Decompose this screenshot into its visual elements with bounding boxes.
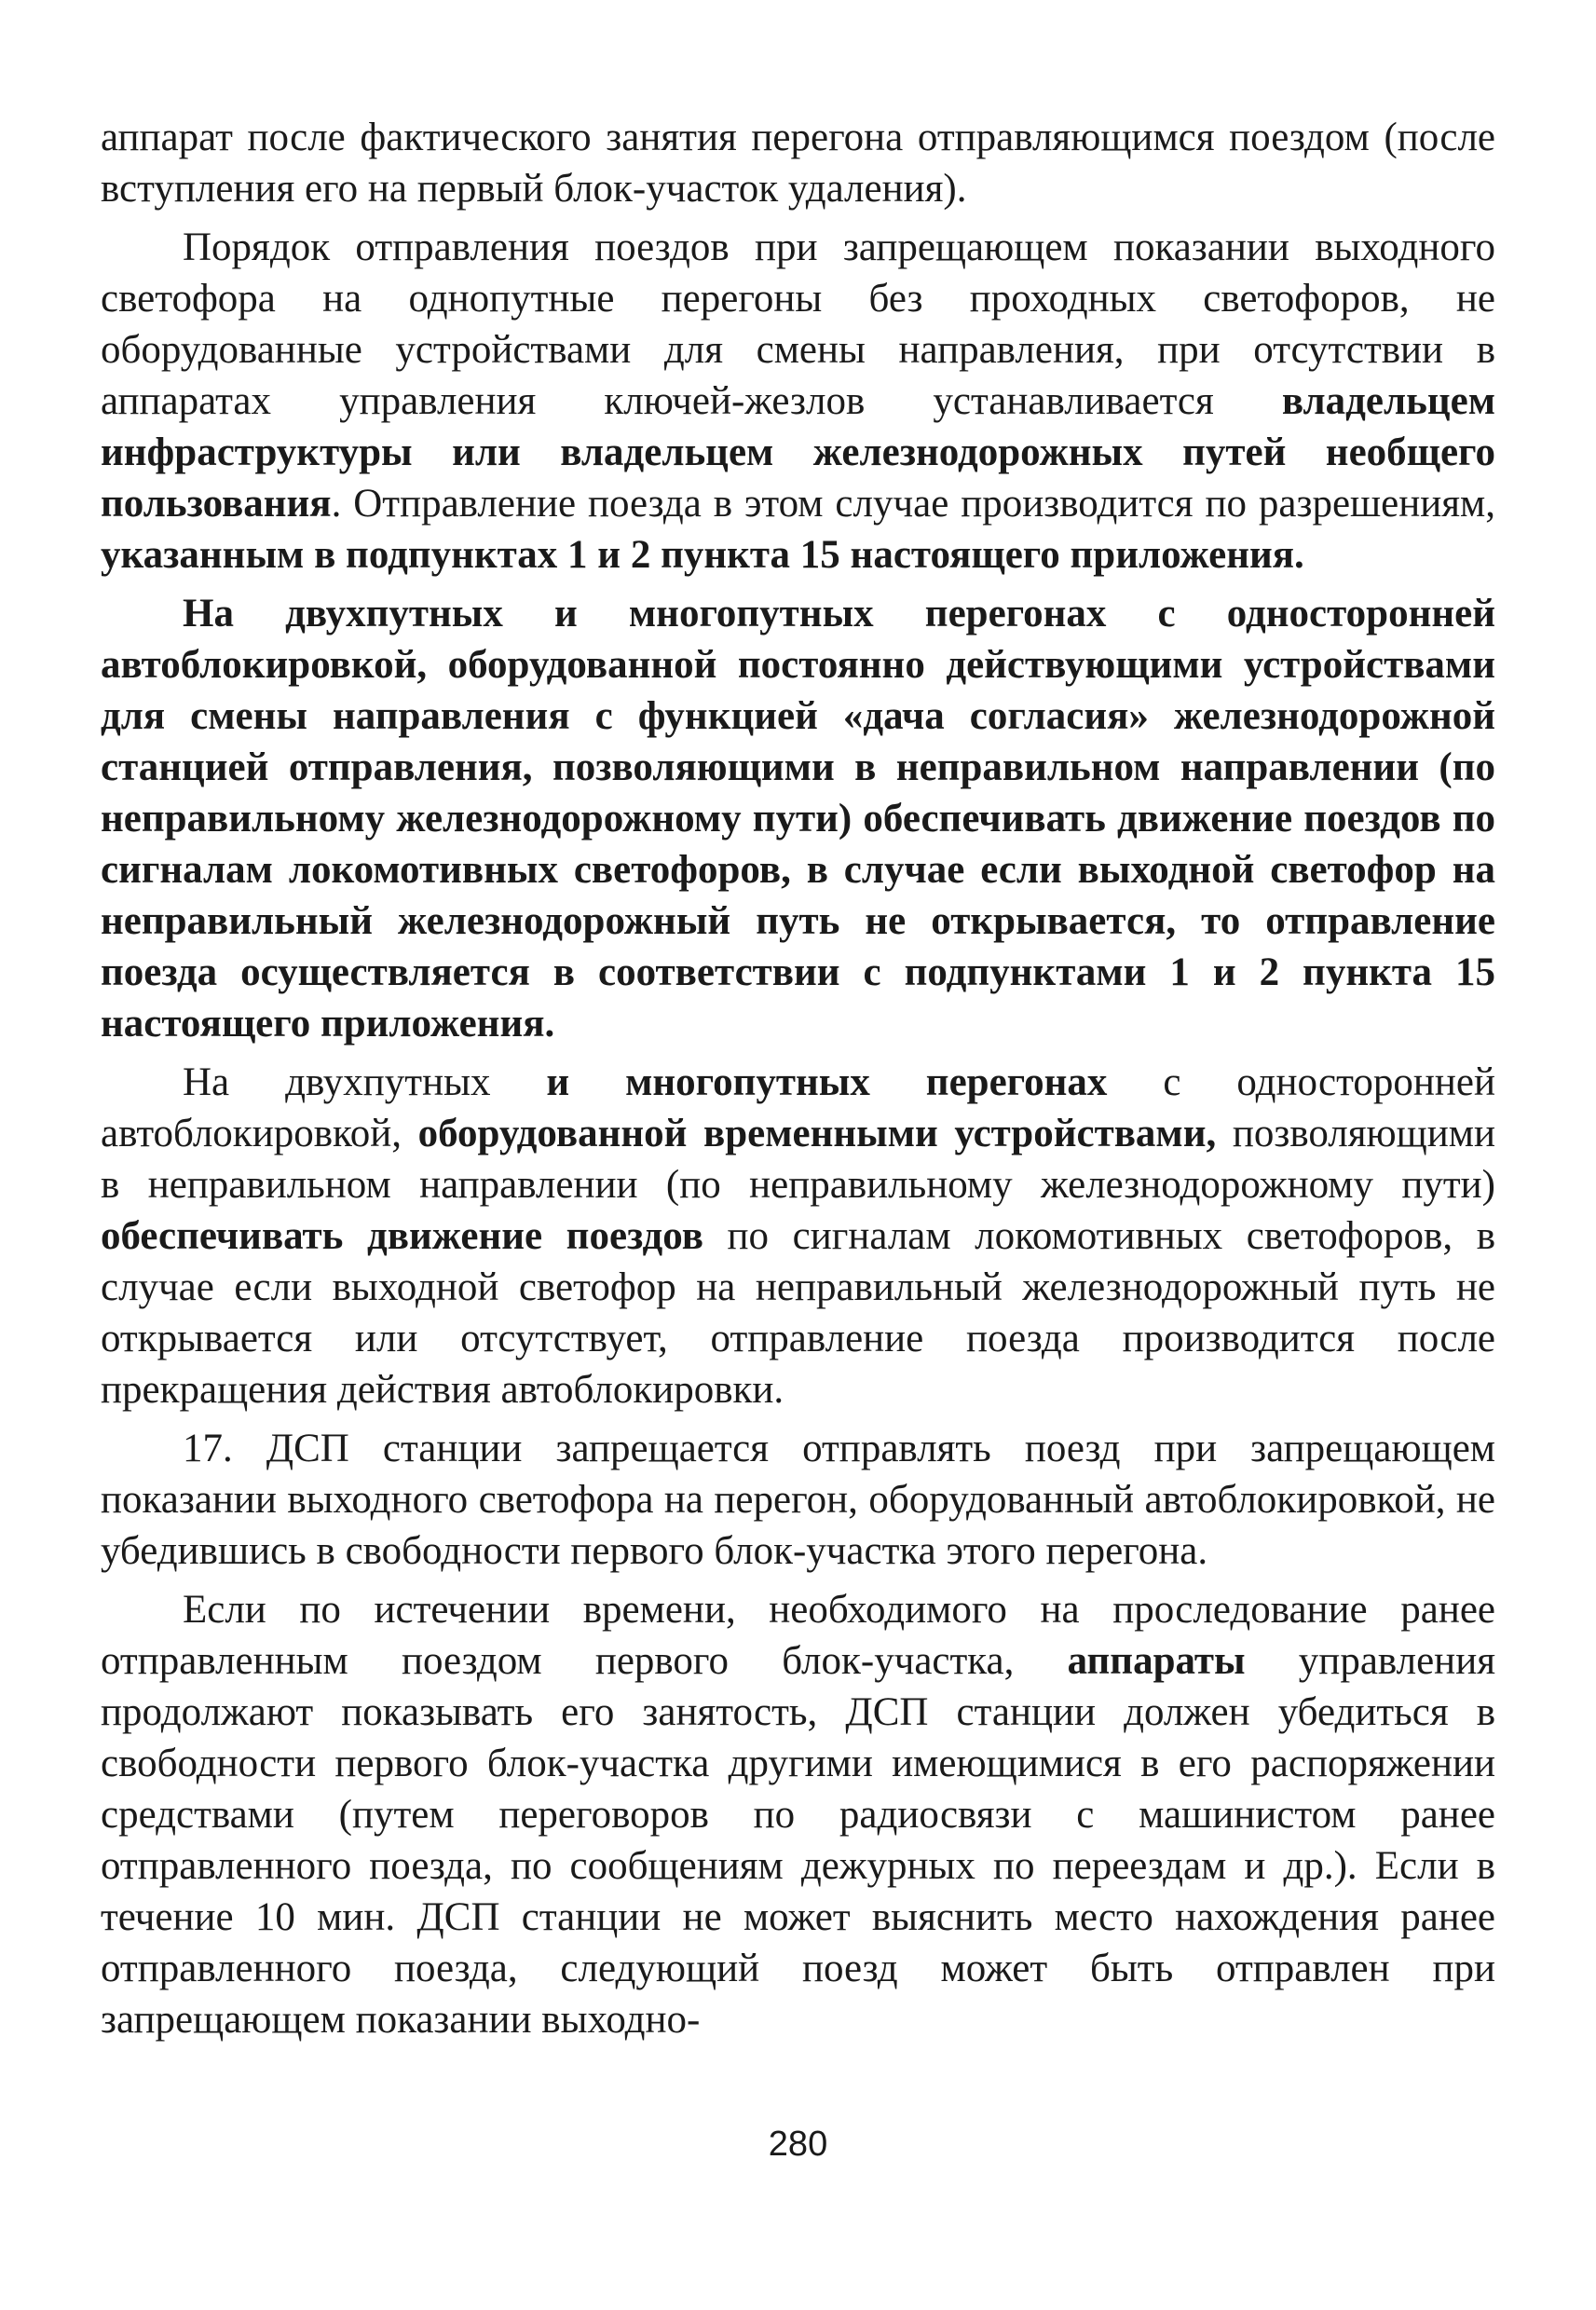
paragraph-3 (101, 588, 1495, 1049)
paragraph-text: . Отправление поезда в этом случае производится по разрешениям, (331, 482, 1495, 526)
paragraph-text: по сигналам локомотивных светофоров, в случае если выходной светофор на неправильный железнодорожный путь не открывается или отсутствует, отправление поезда производится после прекращения действия автоблокировки. (101, 1214, 1496, 1412)
paragraph-4 (101, 1057, 1495, 1415)
bold-text: На двухпутных и многопутных перегонах с односторонней автоблокировкой, оборудованной постоянно действующими устройствами для смены направления с функцией «дача согласия» железнодорожной станцией отправления, позволяющими в неправильном направлении (по неправильному железнодорожному пути) обеспечивать движение поездов по сигналам локомотивных светофоров, в случае если выходной светофор на неправильный железнодорожный путь не открывается (101, 592, 1495, 943)
bold-text: указанным в подпунктах 1 и 2 пункта 15 настоящего приложения. (101, 533, 1304, 577)
paragraph-text: На двухпутных (183, 1060, 547, 1104)
paragraph-6 (101, 1584, 1495, 2045)
paragraph-text: Если по истечении времени, необходимого на проследование ранее отправленным поездом первого блок-участка, (101, 1588, 1495, 1683)
paragraph-text: 17. ДСП станции запрещается отправлять поезд при запрещающем показании выходного светофора на перегон, оборудованный автоблокировкой, не убедившись в свободности первого блок-участка этого перегона. (101, 1427, 1495, 1573)
paragraph-5 (101, 1423, 1495, 1577)
bold-text: владельцем инфраструктуры или владельцем железнодорожных путей необщего пользования (101, 379, 1495, 526)
document-page (101, 112, 1495, 2053)
paragraph-2 (101, 222, 1495, 581)
paragraph-text: аппарат после фактического занятия перегона отправляющимся поездом (после вступления его на первый блок-участок удаления). (101, 116, 1495, 211)
bold-text: обеспечивать движение поездов (101, 1214, 703, 1258)
bold-text: оборудованной временными устройствами, (417, 1112, 1217, 1155)
bold-text: то отправление поезда осуществляется в соответствии с подпунктами 1 и 2 пункта 15 настоящего приложения. (101, 899, 1495, 1046)
bold-text: аппараты (1067, 1639, 1246, 1683)
paragraph-text: Порядок отправления поездов при запрещающем показании выходного светофора на однопутные перегоны без проходных светофоров, не оборудованные устройствами для смены направления, при отсутствии в аппаратах управления ключей-жезлов устанавливается (101, 226, 1495, 423)
paragraph-text: управления продолжают показывать его занятость, ДСП станции должен убедиться в свободности первого блок-участка другими имеющимися в его распоряжении средствами (путем переговоров по радиосвязи с машинистом ранее отправленного поезда, по сообщениям дежурных по переездам и др.). Если в течение 10 мин. ДСП станции не может выяснить место нахождения ранее отправленного поезда, следующий поезд может быть отправлен при запрещающем показании выходно- (101, 1639, 1495, 2042)
paragraph-text: с односторонней автоблокировкой, (101, 1060, 1495, 1155)
bold-text: , (1166, 899, 1202, 943)
page-number: 280 (768, 2125, 828, 2164)
paragraph-text: позволяющими в неправильном направлении (по неправильному железнодорожному пути) (101, 1112, 1496, 1207)
bold-text: и многопутных перегонах (546, 1060, 1108, 1104)
paragraph-1 (101, 112, 1495, 214)
